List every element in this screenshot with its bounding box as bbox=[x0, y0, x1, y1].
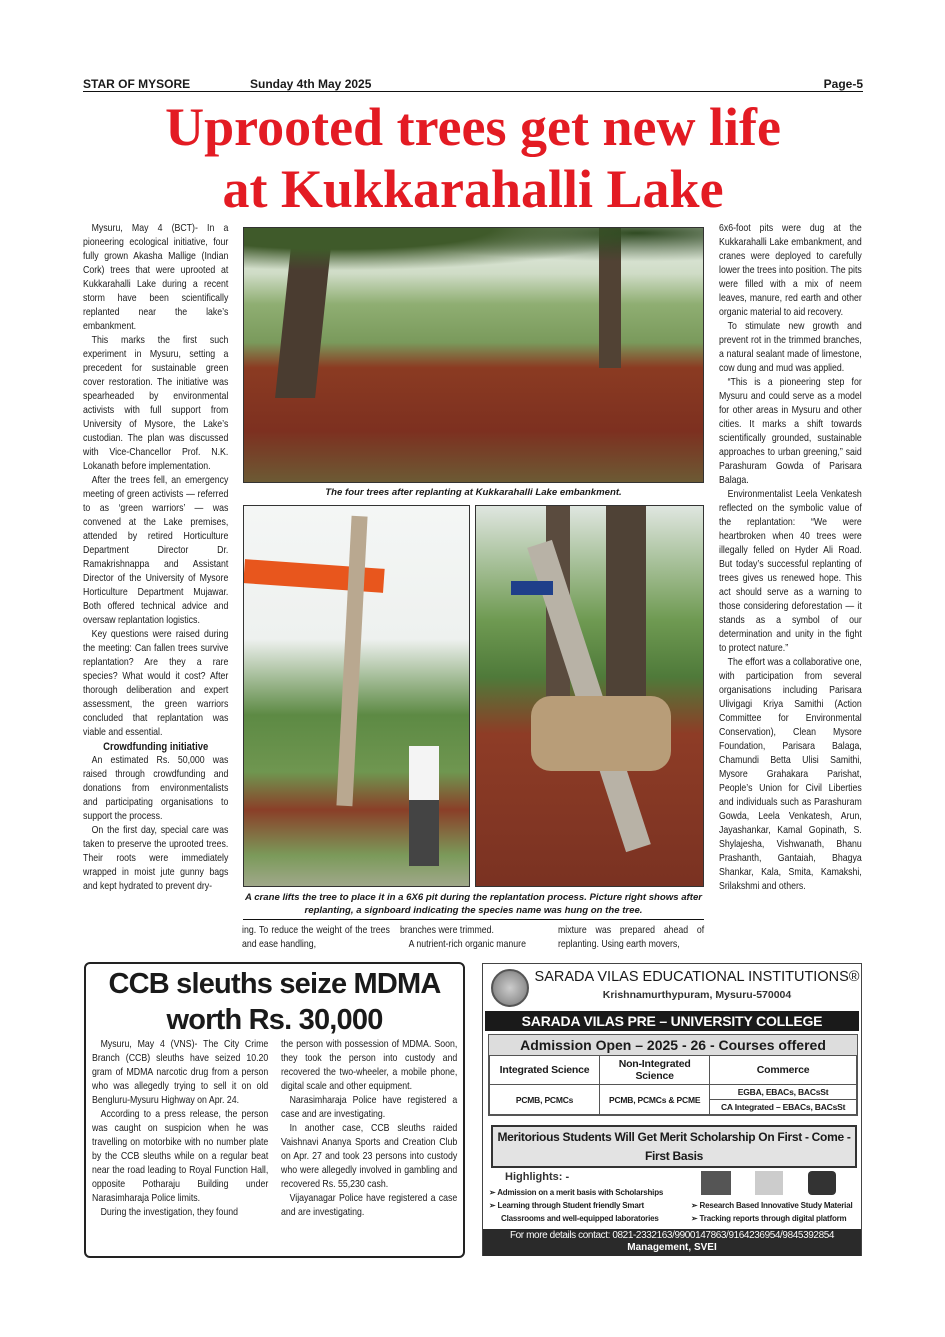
photo-replanted-trees bbox=[243, 227, 704, 483]
paragraph: This marks the first such experiment in Mysuru, setting a precedent for sustainable green cover restoration. The initiative was spearheaded by environmental activists with full support from University of Mysore, the Lake’s custodian. The plan was discussed with Vice-Chancellor Prof. N.K. Lokanath before implementation. bbox=[83, 335, 229, 472]
paragraph: During the investigation, they found bbox=[100, 1207, 238, 1218]
paragraph: ing. To reduce the weight of the trees and ease handling, bbox=[242, 925, 390, 950]
highlight-text: Research Based Innovative Study Material bbox=[699, 1201, 853, 1210]
course-header: Integrated Science bbox=[490, 1056, 600, 1085]
paragraph: In another case, CCB sleuths raided Vaishnavi Ananya Sports and Creation Club on Apr. 27 and took 23 persons into custody who were allegedly involved in gambling and recovered Rs. 55,230 cash. bbox=[281, 1123, 458, 1190]
contact-bar bbox=[483, 1229, 861, 1256]
highlight-text: Learning through Student friendly Smart Classrooms and well-equipped laboratories bbox=[497, 1201, 659, 1223]
paragraph: After the trees fell, an emergency meeting of green activists — referred to as ‘green warriors’ — was convened at the Lake premises, attended by retired Horticulture Department Director Dr. Ramakrishnappa and Assistant Director of the University of Mysore Horticulture Department Mujawar. Both offered technical advice and oversaw replantation logistics. bbox=[83, 475, 229, 626]
headline-line: CCB sleuths seize MDMA bbox=[108, 968, 441, 1000]
paragraph: On the first day, special care was taken to preserve the uprooted trees. Their roots were immediately wrapped in moist jute gunny bags and kept hydrated to prevent dry- bbox=[83, 825, 229, 892]
photo-signboard-tree bbox=[475, 505, 704, 887]
paragraph: A nutrient-rich organic manure bbox=[408, 939, 526, 950]
paragraph: Mysuru, May 4 (VNS)- The City Crime Branch (CCB) sleuths have seized 10.20 gram of MDMA narcotic drug from a person who was allegedly trying to sell it on old Bengluru-Mysuru Highway on Apr. 24. bbox=[92, 1039, 269, 1106]
article-column-3 bbox=[719, 222, 862, 894]
article-column-1 bbox=[83, 222, 228, 894]
headline bbox=[83, 96, 863, 220]
highlight-text: Tracking reports through digital platform bbox=[699, 1214, 847, 1223]
highlight-text: Admission on a merit basis with Scholarships bbox=[497, 1188, 664, 1197]
subheading: Crowdfunding initiative bbox=[103, 741, 209, 753]
highlight-item: ➢ Learning through Student friendly Smart Classrooms and well-equipped laboratories bbox=[489, 1201, 659, 1223]
paragraph: “This is a pioneering step for Mysuru and could serve as a model for other areas in Mysuru and other cities. It marks a shift towards scientifically grounded, sustainable approaches to urban greening,” said Parashuram Gowda of Parisara Balaga. bbox=[719, 377, 862, 486]
tree-trunk bbox=[606, 506, 646, 726]
paragraph: To stimulate new growth and prevent rot in the trimmed branches, a natural sealant made of limestone, cow dung and mud was applied. bbox=[719, 321, 862, 374]
photo-crane-lifting bbox=[243, 505, 470, 887]
tracking-icon bbox=[808, 1171, 836, 1195]
ccb-headline bbox=[86, 966, 463, 1038]
college-banner: SARADA VILAS PRE – UNIVERSITY COLLEGE bbox=[485, 1011, 859, 1031]
page-header bbox=[83, 76, 863, 92]
paragraph: Vijayanagar Police have registered a case and are investigating. bbox=[281, 1193, 458, 1218]
paragraph: branches were trimmed. bbox=[400, 925, 494, 936]
course-cell: PCMB, PCMCs & PCME bbox=[600, 1085, 710, 1115]
paragraph: mixture was prepared ahead of replanting. Using earth movers, bbox=[558, 925, 705, 950]
headline-line: Uprooted trees get new life bbox=[165, 97, 781, 157]
paragraph: Environmentalist Leela Venkatesh reflected on the symbolic value of the replantation: “We were heartbroken when 40 trees were illegally felled on Hyder Ali Road. But today’s successful replanting of trees gives us renewed hope. This act should serve as a warning to those considering deforestation — it stands as a symbol of our determination and unity in the fight to protect nature.” bbox=[719, 489, 862, 654]
management: Management, SVEI bbox=[627, 1242, 717, 1253]
institution-address: Krishnamurthypuram, Mysuru-570004 bbox=[602, 989, 792, 1001]
paragraph: The effort was a collaborative one, with participation from several organisations including Parisara Ulivigagi Kriya Samithi (Action Committee for Environmental Conservation), Clean Mysore Foundation, Parisara Balaga, Chamundi Betta Ulisi Samithi, Mysore Grahakara Parishat, People’s Union for Civil Liberties and individuals such as Parashuram Gowda, Leela Venkatesh, Arun, Jayashankar, Kamal Gopinath, S. Shylajesha, Vishwanath, Bhanu Prashanth, Gantaiah, Bhagya Shankar, Kala, Smita, Kamakshi, Srilakshmi and others. bbox=[719, 657, 862, 892]
ccb-column-2 bbox=[281, 1038, 457, 1220]
meeting-icon bbox=[701, 1171, 731, 1195]
person bbox=[409, 746, 439, 866]
course-cell: PCMB, PCMCs bbox=[490, 1085, 600, 1115]
paragraph: the person with possession of MDMA. Soon, they took the person into custody and recovered the two-wheeler, a mobile phone, digital scale and other equipment. bbox=[281, 1039, 458, 1092]
highlights-label: Highlights: - bbox=[505, 1171, 570, 1183]
course-header: Commerce bbox=[710, 1056, 857, 1085]
highlight-item: ➢ Admission on a merit basis with Scholarships bbox=[489, 1188, 664, 1197]
advertisement bbox=[482, 963, 862, 1256]
issue-date: Sunday 4th May 2025 bbox=[250, 77, 372, 91]
paragraph: Narasimharaja Police have registered a case and are investigating. bbox=[281, 1095, 458, 1120]
headline-line: at Kukkarahalli Lake bbox=[222, 159, 724, 219]
highlight-item: ➢ Research Based Innovative Study Material bbox=[691, 1201, 853, 1210]
paper-name: STAR OF MYSORE bbox=[83, 77, 191, 91]
photo-caption: The four trees after replanting at Kukkarahalli Lake embankment. bbox=[325, 487, 622, 498]
headline-line: worth Rs. 30,000 bbox=[166, 1004, 383, 1036]
ccb-article bbox=[84, 962, 465, 1258]
paragraph: Mysuru, May 4 (BCT)- In a pioneering ecological initiative, four fully grown Akasha Mallige (Indian Cork) trees that were uprooted at Kukkarahalli Lake during a recent storm have been scientifically replanted near the lake’s embankment. bbox=[83, 223, 229, 332]
tree-trunk bbox=[336, 516, 367, 806]
article-column-2a bbox=[242, 924, 390, 952]
article-column-2c bbox=[558, 924, 704, 952]
course-cell: CA Integrated – EBACs, BACsSt bbox=[710, 1100, 857, 1115]
courses-table bbox=[488, 1034, 858, 1116]
institution-logo bbox=[491, 969, 529, 1007]
admission-heading: Admission Open – 2025 - 26 - Courses offered bbox=[489, 1035, 857, 1055]
ccb-column-1 bbox=[92, 1038, 268, 1220]
foliage bbox=[244, 228, 704, 278]
photo-caption: A crane lifts the tree to place it in a 6X6 pit during the replantation process. Picture right shows after replanting, a signboard indicating the species name was hung on the tree. bbox=[243, 891, 704, 920]
paragraph: According to a press release, the person was caught on suspicion when he was travelling on motorbike with no number plate by the CCB sleuths while on a regular beat near the road leading to Royal Function Hall, opposite Potharaju Building under Narasimharaja Police limits. bbox=[92, 1109, 269, 1204]
paragraph: Key questions were raised during the meeting: Can fallen trees survive replantation? Are they a rare species? What would it cost? After thorough deliberation and expert assessment, the green warriors concluded that replantation was viable and essential. bbox=[83, 629, 229, 738]
contact-numbers: For more details contact: 0821-2332163/9900147863/9164236954/9845392854 bbox=[509, 1230, 835, 1241]
course-cell: EGBA, EBACs, BACsSt bbox=[710, 1085, 857, 1100]
paragraph: An estimated Rs. 50,000 was raised through crowdfunding and donations from environmentalists and participating organisations to support the process. bbox=[83, 755, 229, 822]
scholarship-banner: Meritorious Students Will Get Merit Scholarship On First - Come - First Basis bbox=[491, 1125, 857, 1168]
highlights-right bbox=[691, 1199, 861, 1225]
paragraph: 6x6-foot pits were dug at the Kukkarahalli Lake embankment, and cranes were deployed to carefully lower the trees into position. The pits were filled with a mix of neem leaves, manure, red earth and other organic material to aid recovery. bbox=[719, 223, 862, 318]
highlight-item: ➢ Tracking reports through digital platform bbox=[691, 1214, 847, 1223]
jute-wrap bbox=[531, 696, 671, 771]
smart-class-icon bbox=[755, 1171, 783, 1195]
article-column-2b bbox=[400, 924, 548, 952]
page-number: Page-5 bbox=[823, 77, 863, 91]
signboard bbox=[511, 581, 553, 595]
course-header: Non-Integrated Science bbox=[600, 1056, 710, 1085]
institution-name: SARADA VILAS EDUCATIONAL INSTITUTIONS® bbox=[534, 969, 860, 985]
highlights-left bbox=[489, 1186, 689, 1225]
